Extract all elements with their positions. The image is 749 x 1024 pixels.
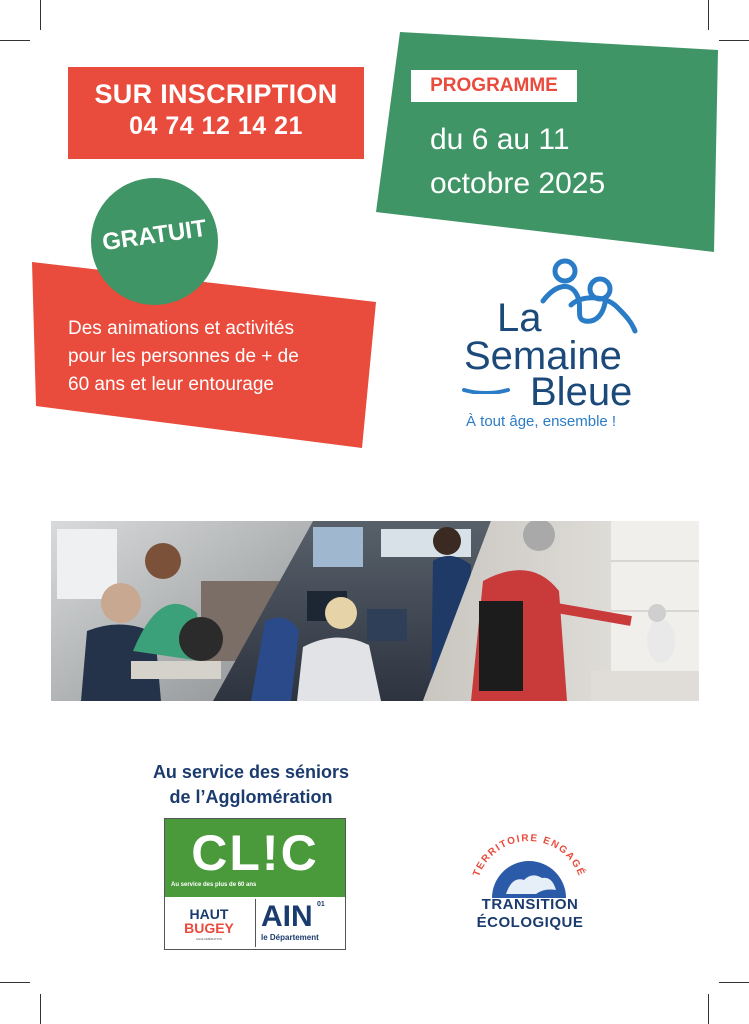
service-line1: Au service des séniors [152, 762, 350, 782]
crop-mark [40, 994, 41, 1024]
ain-number: 01 [317, 901, 325, 908]
logo-divider [255, 899, 256, 947]
departement-text: le Département [261, 933, 319, 942]
gratuit-text: GRATUIT [100, 214, 209, 257]
transition-line1: TRANSITION [481, 896, 579, 913]
haut-bugey-logo [173, 907, 245, 935]
crop-mark [708, 994, 709, 1024]
registration-title: SUR INSCRIPTION [94, 79, 338, 109]
clic-word: CL!C [191, 825, 319, 881]
service-line2: de l’Agglomération [169, 787, 333, 807]
registration-phone[interactable]: 04 74 12 14 21 [129, 112, 303, 140]
logo-swoosh-icon [462, 388, 510, 394]
service-heading [120, 760, 382, 810]
crop-mark [0, 40, 30, 41]
crop-mark [708, 0, 709, 30]
people-figures-icon [455, 255, 655, 335]
clic-subtitle: Au service des plus de 60 ans [171, 882, 257, 888]
transition-text [460, 896, 600, 932]
crop-mark [719, 40, 749, 41]
logo-tagline: À tout âge, ensemble ! [466, 413, 617, 430]
crop-mark [0, 982, 30, 983]
haut-text: HAUT [189, 906, 229, 922]
dates-line2: octobre 2025 [430, 167, 606, 200]
logo-bleue: Bleue [530, 370, 633, 414]
crop-mark [719, 982, 749, 983]
crop-mark [40, 0, 41, 30]
territoire-arc: TERRITOIRE ENGAGÉ [471, 832, 587, 879]
programme-label: PROGRAMME [411, 70, 577, 102]
description-text [68, 315, 368, 399]
dates-line1: du 6 au 11 [430, 123, 570, 156]
globe-icon [466, 832, 592, 904]
transition-line2: ÉCOLOGIQUE [476, 914, 584, 931]
ain-text: AIN [261, 900, 313, 933]
activities-photo-collage [51, 521, 699, 701]
bugey-subtitle: AGGLOMÉRATION [195, 937, 223, 941]
bugey-text: BUGEY [184, 920, 234, 936]
programme-dates [430, 118, 605, 206]
registration-box [68, 67, 364, 159]
clic-logo [164, 818, 346, 950]
description-line1: Des animations et activités [68, 318, 294, 339]
logo-la: La [497, 296, 542, 340]
description-line2: pour les personnes de + de [68, 346, 299, 367]
description-line3: 60 ans et leur entourage [68, 374, 274, 395]
logo-semaine: Semaine [464, 334, 622, 378]
